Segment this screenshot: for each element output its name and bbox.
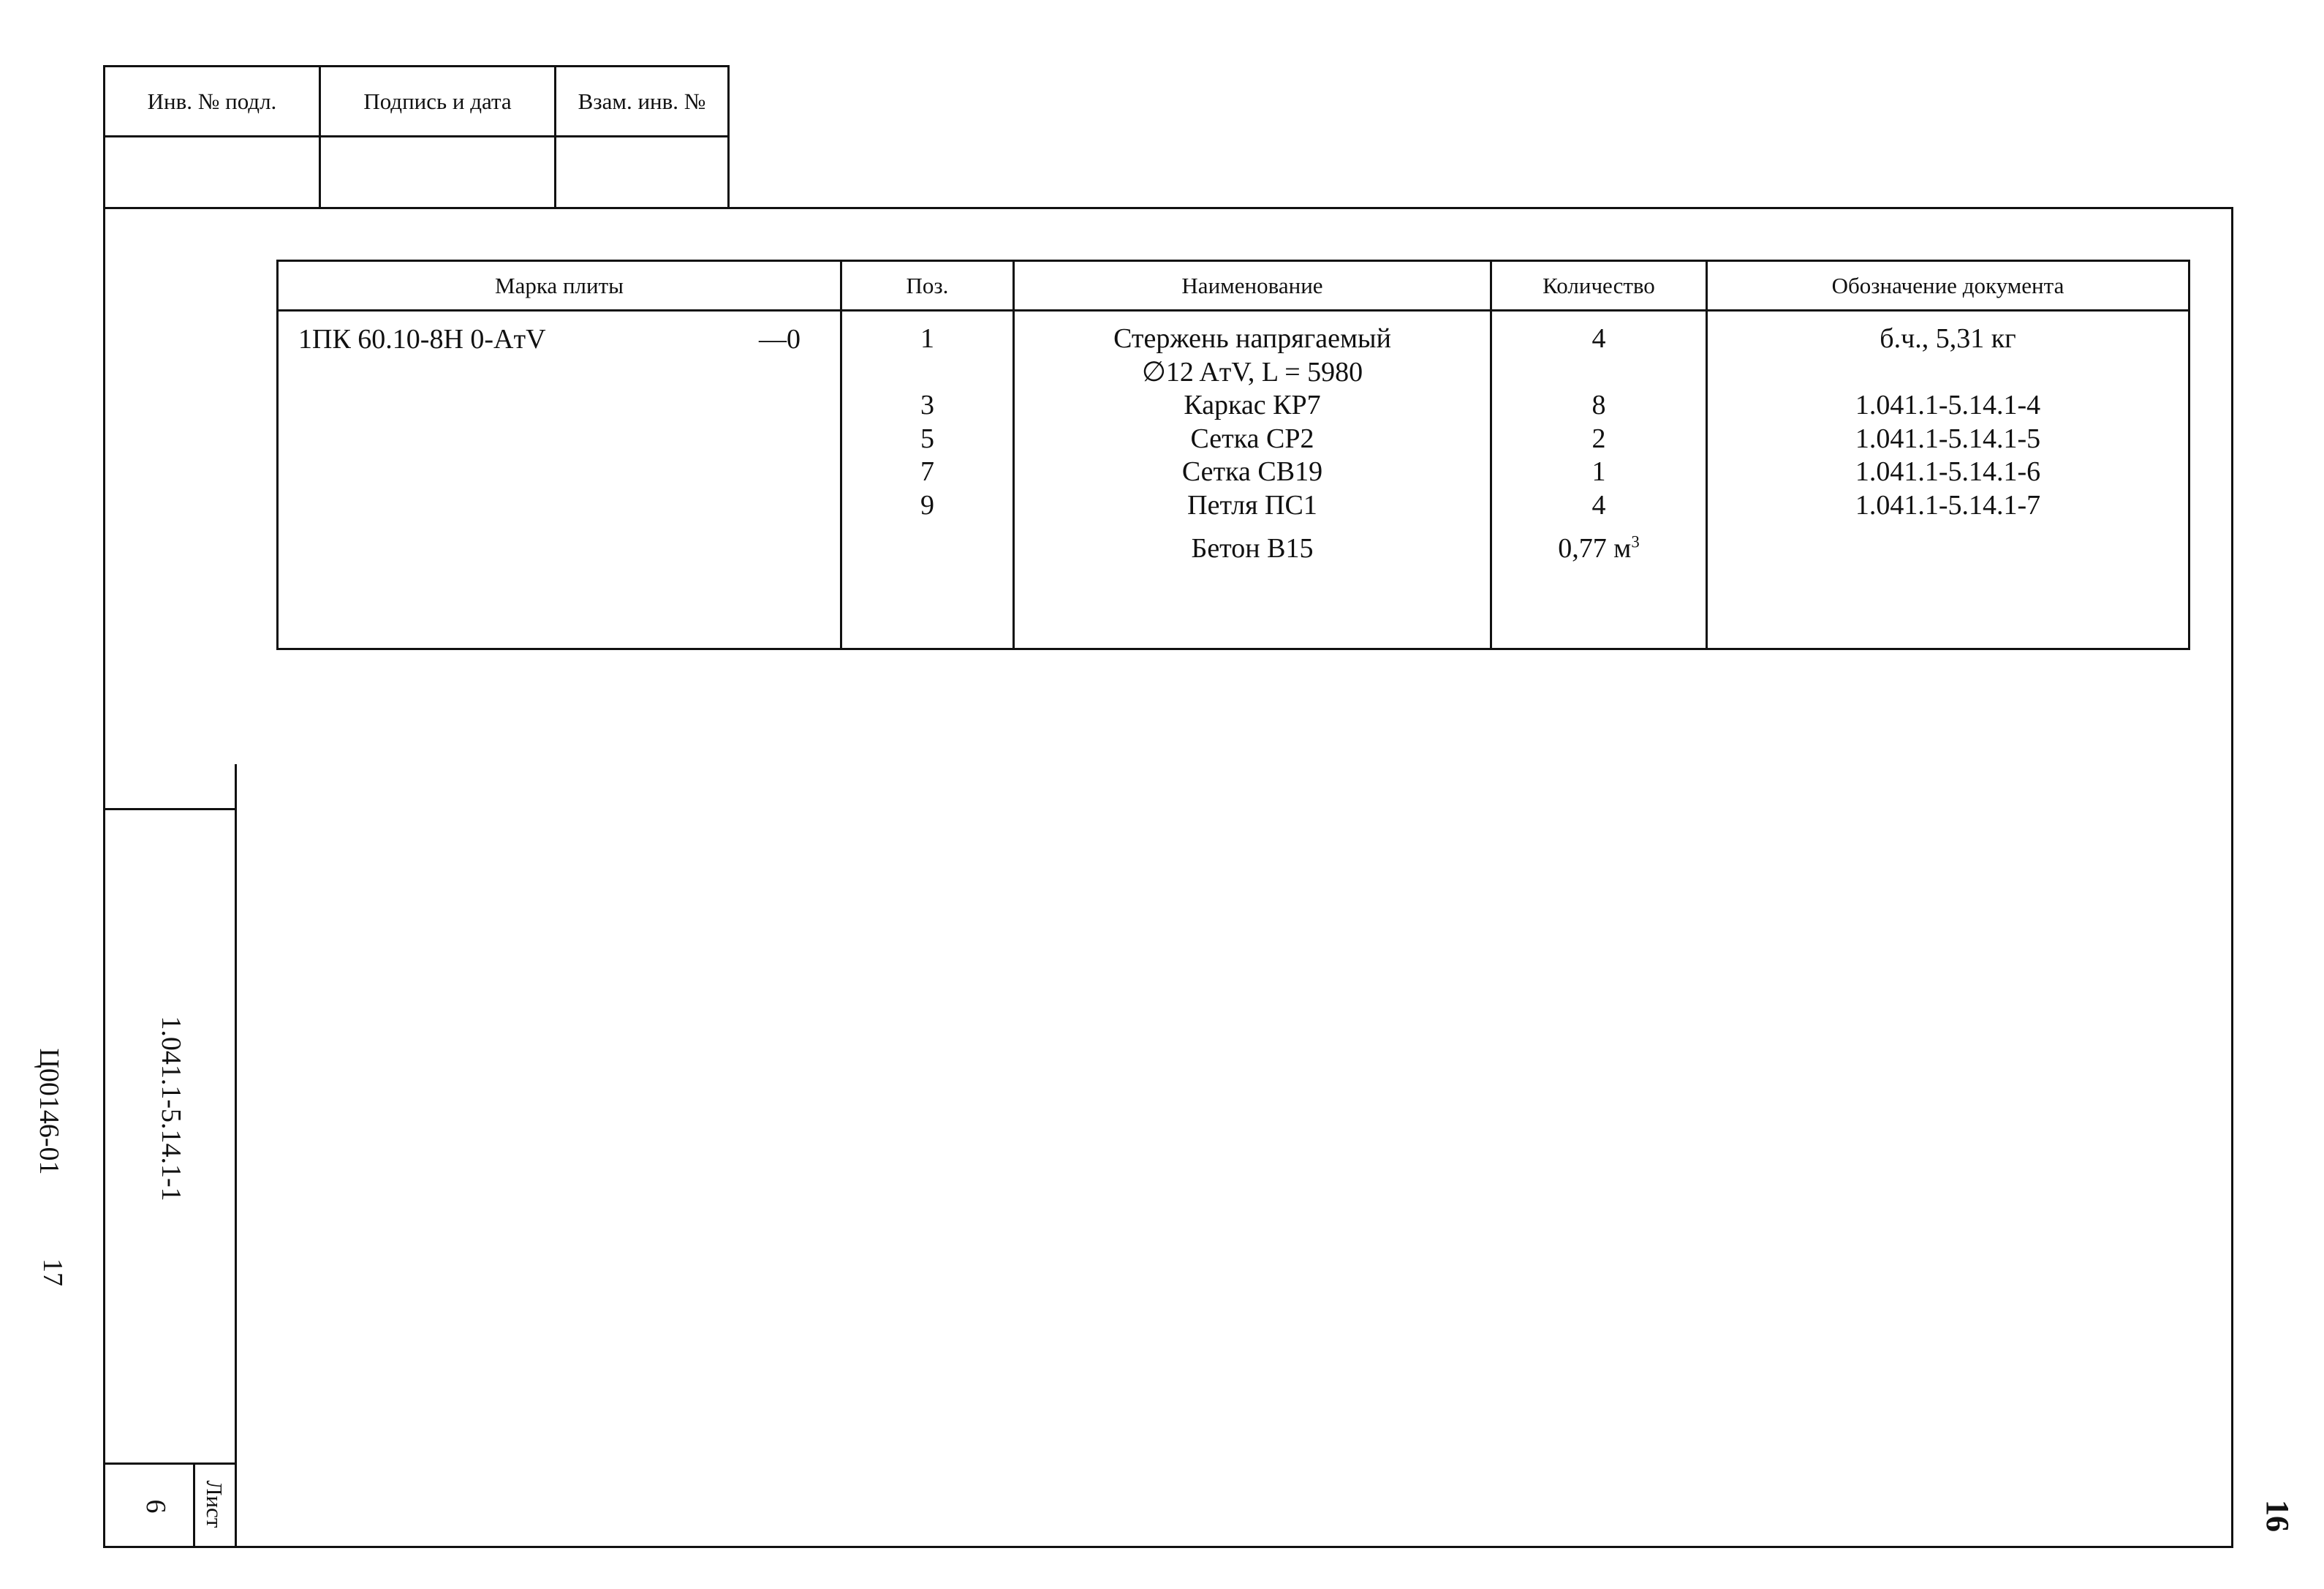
document-cell-spacer	[1708, 356, 2188, 390]
sheet-label: Лист	[202, 1480, 227, 1528]
plate-mark-suffix: —0	[759, 324, 800, 355]
quantity-cell: 1	[1591, 456, 1606, 487]
concrete-quantity-exponent: 3	[1631, 532, 1640, 551]
archive-page-number: 17	[37, 1258, 68, 1286]
concrete-name: Бетон В15	[1191, 533, 1314, 564]
name-cell: Петля ПС1	[1187, 489, 1317, 521]
document-column	[1708, 322, 2188, 522]
quantity-cell: 8	[1591, 390, 1606, 420]
position-cell: 1	[920, 323, 934, 354]
name-cell-line2: ∅12 AтV, L = 5980	[1141, 356, 1363, 388]
document-cell: 1.041.1-5.14.1-4	[1855, 390, 2041, 420]
header-document: Обозначение документа	[1831, 272, 2064, 298]
header-name: Наименование	[1181, 272, 1323, 298]
name-cell: Сетка СР2	[1190, 423, 1314, 454]
name-cell: Каркас КР7	[1184, 390, 1321, 420]
sheet-number: 6	[140, 1499, 171, 1514]
archive-code: Ц00146-01	[34, 1048, 64, 1175]
stamp-label-signature-date: Подпись и дата	[363, 88, 512, 114]
concrete-quantity	[1492, 532, 1706, 566]
document-cell: 1.041.1-5.14.1-7	[1855, 489, 2041, 521]
position-cell: 9	[920, 489, 934, 521]
document-cell: 1.041.1-5.14.1-6	[1855, 456, 2041, 487]
page-number: 16	[2260, 1500, 2295, 1532]
quantity-cell: 2	[1591, 423, 1606, 454]
quantity-cell: 4	[1591, 323, 1606, 354]
name-column	[1015, 322, 1490, 566]
name-cell: Сетка СВ19	[1181, 456, 1323, 487]
position-cell: 5	[920, 423, 934, 454]
position-column	[842, 322, 1013, 522]
quantity-cell-spacer	[1492, 356, 1706, 390]
document-cell: 1.041.1-5.14.1-5	[1855, 423, 2041, 454]
stamp-label-inv-no: Инв. № подл.	[147, 88, 277, 114]
header-position: Поз.	[906, 272, 949, 298]
document-cell: б.ч., 5,31 кг	[1880, 323, 2016, 354]
name-cell: Стержень напрягаемый	[1113, 323, 1391, 354]
stamp-label-replaced-inv: Взам. инв. №	[578, 88, 706, 114]
quantity-column	[1492, 322, 1706, 566]
position-cell: 7	[920, 456, 934, 487]
plate-mark: 1ПК 60.10-8Н 0-AтV	[298, 324, 546, 355]
header-plate-mark: Марка плиты	[495, 272, 624, 298]
side-document-code: 1.041.1-5.14.1-1	[156, 1016, 186, 1201]
concrete-quantity-value: 0,77 м	[1558, 533, 1632, 564]
position-cell-spacer	[842, 356, 1013, 390]
position-cell: 3	[920, 390, 934, 420]
quantity-cell: 4	[1591, 489, 1606, 521]
header-quantity: Количество	[1543, 272, 1655, 298]
